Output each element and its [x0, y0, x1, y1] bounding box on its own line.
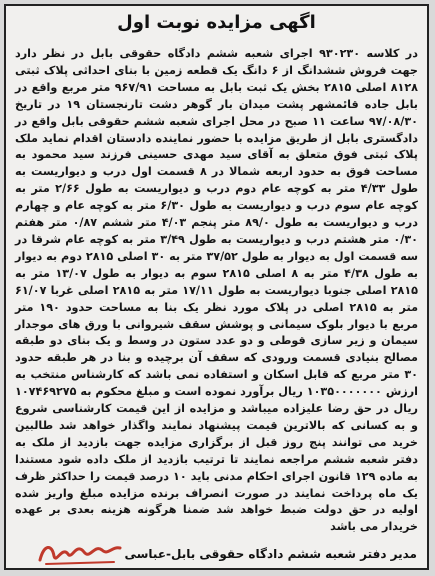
notice-body: در کلاسه ۹۳۰۲۳۰ اجرای شعبه ششم دادگاه حقوقی بابل در نظر دارد جهت فروش ششدانگ از ۶ دانگ یک قطعه زمین با بنای احداثی پلاک ثبتی ۸۱۲۸ اصلی ۲۸۱۵ بخش یک ثبت بابل به مساحت ۹۶۷/۹۱ متر مربع واقع در بابل جاده قائمشهر پشت میدان بار گوهر دشت تارنجستان ۱۹ در تاریخ ۹۷/۰۸/۳۰ ساعت ۱۱ صبح در محل اجرای شعبه ششم حقوقی بابل واقع در دادگستری بابل از طریق مزایده با حضور نماینده دادستان اقدام نماید ملک پلاک ثبتی فوق متعلق به آقای سید مهدی حسینی فرزند سید محمود به مساحت فوق به حدود اربعه شمالا در ۸ قسمت اول درب و دیواریست به طول ۴/۳۳ متر به کوچه عام دوم درب و دیواریست به طول ۲/۶۶ متر به کوچه عام سوم درب و دیواریست به طول ۶/۳۰ متر به کوچه عام و چهارم درب و دیواریست به طول ۸۹/۰ متر پنجم ۴/۰۳ متر ششم ۰/۸۷ متر هفتم ۰/۳۰ متر هشتم درب و دیواریست به طول ۳/۴۹ متر به کوچه عام شرقا در سه قسمت اول به دیوار به طول ۳۷/۵۲ متر به ۳۰ اصلی ۲۸۱۵ دوم به دیوار به طول ۴/۳۸ متر به ۸ اصلی ۲۸۱۵ سوم به دیوار به طول ۱۳/۰۷ متر به ۲۸۱۵ اصلی جنوبا دیواریست به طول ۱۷/۱۱ متر به ۲۸۱۵ اصلی غربا ۶۱/۰۷ متر به ۲۸۱۵ اصلی در پلاک مورد نظر یک بنا به مساحت حدود ۱۹۰ متر مربع با دیوار بلوک سیمانی و پوشش سقف شیروانی با ورق های موجدار سیمان و زیر سازی قوطی و دو عدد ستون در وسط و یک بنای دو طبقه مصالح بنیادی قسمت ورودی که سقف آن برچیده و بنا در هر طبقه حدود ۳۰ متر مربع که قابل اسکان و استفاده نمی باشد که کارشناس منتخب به ارزش ۱۰۳۵۰۰۰۰۰۰۰ ریال برآورد نموده است و مبلغ محکوم به ۱۰۷۴۶۹۲۷۵ ریال در حق رضا علیزاده میباشد و مزایده از این قیمت کارشناسی شروع و به کسانی که بالاترین قیمت پیشنهاد نمایند واگذار خواهد شد طالبین خرید می توانند پنج روز قبل از برگزاری مزایده جهت بازدید از ملک به دفتر شعبه ششم مراجعه نمایند تا ترتیب بازدید از ملک داده شود مستندا به ماده ۱۲۹ قانون اجرای احکام مدنی باید ۱۰ درصد قیمت را حداکثر ظرف یک ماه پرداخت نمایند در صورت انصراف برنده مزایده مبلغ واریز شده اولیه در حق دولت ضبط خواهد شد ضمنا هرگونه هزینه بعدی بر عهده خریدار می باشد	[15, 47, 419, 534]
handwritten-number-mark	[34, 536, 124, 568]
notice-signature: مدیر دفتر شعبه ششم دادگاه حقوقی بابل-عباسی	[124, 547, 417, 561]
notice-title: اگهی مزایده نوبت اول	[117, 12, 316, 33]
auction-notice	[4, 4, 429, 570]
